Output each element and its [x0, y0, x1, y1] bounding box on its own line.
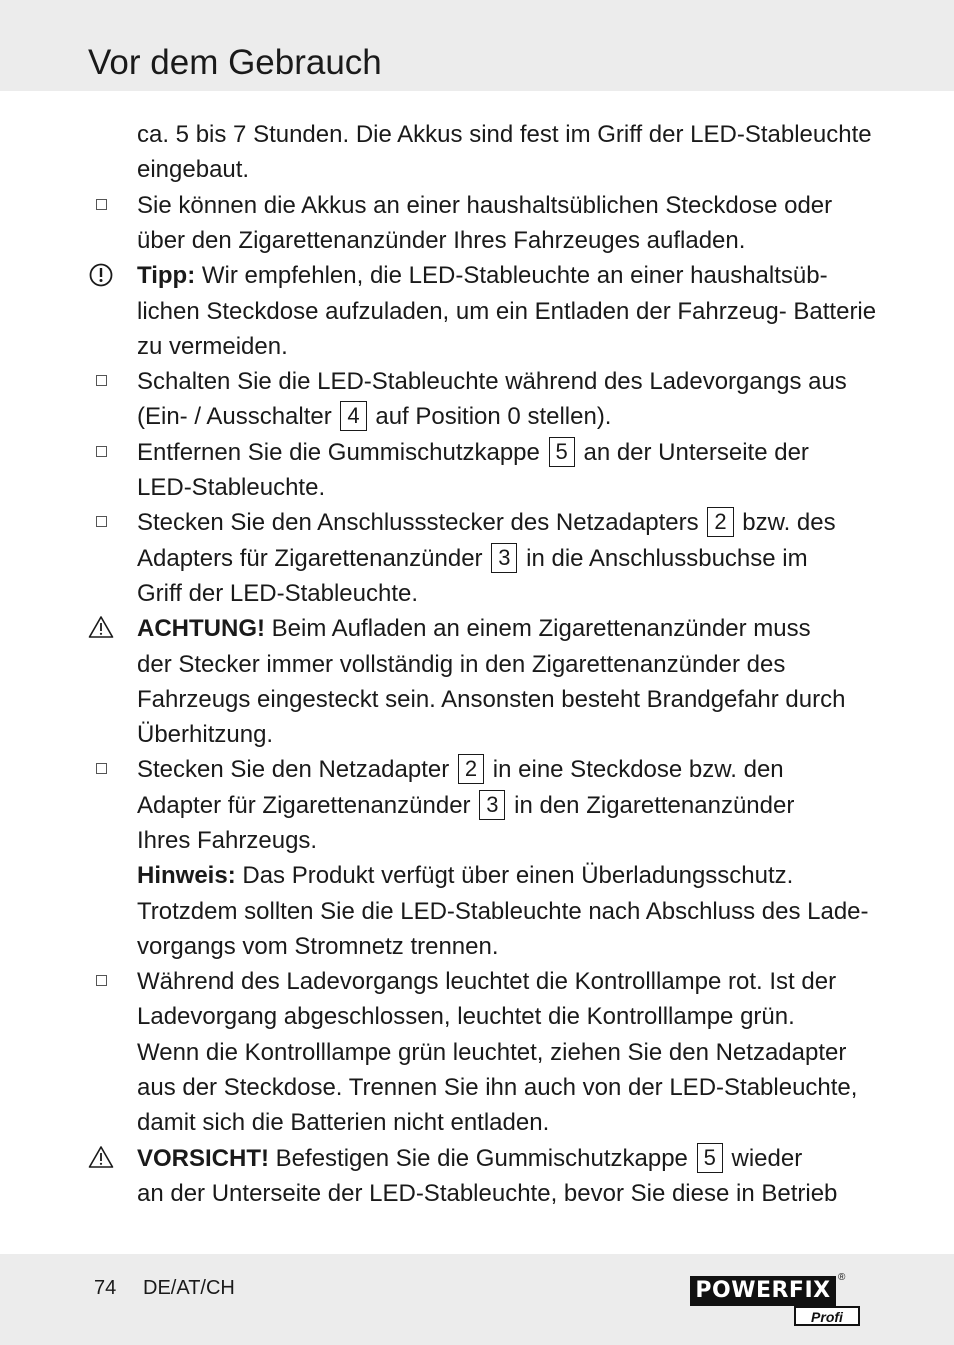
part-number-box: 5 [549, 437, 575, 467]
text-run: Wir empfehlen, die LED-Stableuchte an einer haushaltsüb- [195, 262, 828, 289]
text-run: (Ein- / Ausschalter [137, 403, 339, 430]
text-run: Sie können die Akkus an einer haushaltsüblichen Steckdose oder [137, 192, 833, 219]
text-run: Stecken Sie den Anschlussstecker des Netzadapters [137, 509, 706, 536]
bullet-box-icon [86, 188, 116, 223]
text-run: Überhitzung. [137, 721, 274, 748]
text-line [137, 152, 249, 187]
text-line [137, 258, 828, 293]
bullet-box-icon [86, 364, 116, 399]
text-line [137, 294, 876, 329]
text-run: Beim Aufladen an einem Zigarettenanzünder muss [264, 615, 811, 642]
text-run: in die Anschlussbuchse im [519, 545, 808, 572]
text-line [137, 117, 872, 152]
text-run: Griff der LED-Stableuchte. [137, 580, 419, 607]
text-line [137, 858, 793, 893]
page-number: 74 [94, 1277, 117, 1299]
text-run: Trotzdem sollten Sie die LED-Stableuchte nach Abschluss des Lade- [137, 898, 869, 925]
text-run: zu vermeiden. [137, 333, 288, 360]
text-line [137, 823, 317, 858]
page-header [0, 0, 954, 91]
text-run: lichen Steckdose aufzuladen, um ein Entladen der Fahrzeug- Batterie [137, 298, 877, 325]
text-run: über den Zigarettenanzünder Ihres Fahrzeuges aufladen. [137, 227, 746, 254]
bullet-box-icon [86, 964, 116, 999]
text-line [137, 894, 869, 929]
text-run: an der Unterseite der [576, 439, 809, 466]
text-run: aus der Steckdose. Trennen Sie ihn auch von der LED-Stableuchte, [137, 1074, 858, 1101]
page-title: Vor dem Gebrauch [88, 43, 382, 82]
text-line [137, 929, 499, 964]
text-run: ca. 5 bis 7 Stunden. Die Akkus sind fest im Griff der LED-Stableuchte [137, 121, 872, 148]
text-line [137, 752, 784, 787]
text-run: wieder [724, 1145, 803, 1172]
text-run: Das Produkt verfügt über einen Überladungsschutz. [235, 862, 794, 889]
bullet-box-icon [86, 505, 116, 540]
page-footer [0, 1254, 954, 1345]
text-line [137, 1035, 846, 1070]
bold-label: VORSICHT! [137, 1145, 269, 1172]
text-run: bzw. des [735, 509, 836, 536]
text-run: Ihres Fahrzeugs. [137, 827, 318, 854]
text-run: Während des Ladevorgangs leuchtet die Kontrolllampe rot. Ist der [137, 968, 837, 995]
bullet-box-icon [86, 752, 116, 787]
text-run: damit sich die Batterien nicht entladen. [137, 1109, 550, 1136]
exclamation-circle-icon [86, 258, 116, 293]
bullet-box-icon [86, 435, 116, 470]
text-run: der Stecker immer vollständig in den Zigarettenanzünder des [137, 651, 786, 678]
text-run: Adapter für Zigarettenanzünder [137, 792, 478, 819]
text-line [137, 717, 273, 752]
text-run: Stecken Sie den Netzadapter [137, 756, 456, 783]
bold-label: Hinweis: [137, 862, 236, 889]
text-run: Wenn die Kontrolllampe grün leuchtet, ziehen Sie den Netzadapter [137, 1039, 847, 1066]
text-run: Entfernen Sie die Gummischutzkappe [137, 439, 547, 466]
text-run: an der Unterseite der LED-Stableuchte, bevor Sie diese in Betrieb [137, 1180, 838, 1207]
text-line [137, 541, 808, 576]
text-run: auf Position 0 stellen). [368, 403, 612, 430]
powerfix-logo [690, 1272, 862, 1326]
warning-triangle-icon [86, 611, 116, 646]
part-number-box: 3 [479, 790, 505, 820]
text-run: vorgangs vom Stromnetz trennen. [137, 933, 499, 960]
text-line [137, 505, 836, 540]
text-line [137, 435, 809, 470]
text-line [137, 964, 836, 999]
text-run: LED-Stableuchte. [137, 474, 326, 501]
bold-label: ACHTUNG! [137, 615, 265, 642]
text-run: Befestigen Sie die Gummischutzkappe [269, 1145, 695, 1172]
text-line [137, 999, 795, 1034]
text-run: in den Zigarettenanzünder [507, 792, 795, 819]
text-line [137, 364, 847, 399]
text-run: eingebaut. [137, 156, 250, 183]
text-line [137, 1141, 802, 1176]
text-run: Fahrzeugs eingesteckt sein. Ansonsten besteht Brandgefahr durch [137, 686, 846, 713]
text-line [137, 1176, 837, 1211]
language-code: DE/AT/CH [143, 1277, 235, 1299]
text-line [137, 329, 288, 364]
text-line [137, 788, 794, 823]
text-line [137, 611, 811, 646]
text-line [137, 399, 611, 434]
part-number-box: 5 [697, 1143, 723, 1173]
warning-triangle-icon [86, 1141, 116, 1176]
text-line [137, 576, 418, 611]
text-line [137, 223, 745, 258]
text-run: Adapters für Zigarettenanzünder [137, 545, 490, 572]
text-line [137, 188, 832, 223]
bold-label: Tipp: [137, 262, 196, 289]
logo-registered-mark: ® [838, 1272, 846, 1283]
logo-sub-text: Profi [794, 1306, 860, 1326]
text-line [137, 470, 325, 505]
text-run: in eine Steckdose bzw. den [486, 756, 784, 783]
logo-main-text: POWERFIX [690, 1276, 836, 1306]
part-number-box: 3 [491, 543, 517, 573]
text-run: Schalten Sie die LED-Stableuchte während des Ladevorgangs aus [137, 368, 847, 395]
text-line [137, 1105, 549, 1140]
part-number-box: 2 [707, 507, 733, 537]
part-number-box: 2 [458, 754, 484, 784]
text-line [137, 1070, 857, 1105]
part-number-box: 4 [340, 401, 366, 431]
text-line [137, 682, 845, 717]
text-line [137, 647, 785, 682]
text-run: Ladevorgang abgeschlossen, leuchtet die Kontrolllampe grün. [137, 1003, 795, 1030]
